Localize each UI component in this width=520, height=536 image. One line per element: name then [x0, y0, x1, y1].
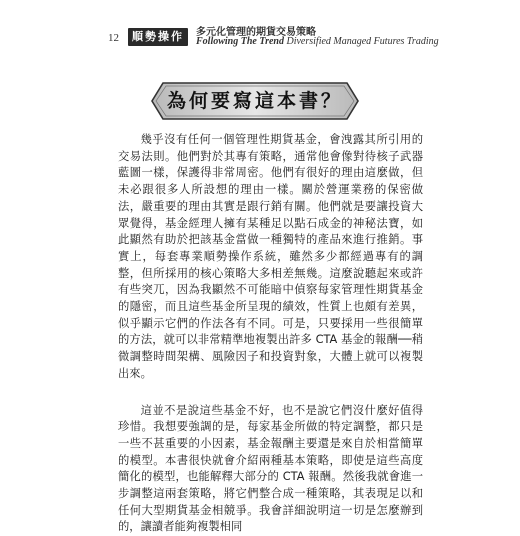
paragraph: 幾乎沒有任何一個管理性期貨基金，會洩露其所引用的交易法則。他們對於其專有策略，通常他會像對待核子武器藍圖一樣，保護得非常周密。他們有很好的理由這麼做，但未必跟很多人所設想的理由一樣。關於營運業務的保密做法，嚴重要的理由其實是跟行銷有關。他們就是要讓投資大眾覺得，基金經理人擁有某種足以點石成金的神秘法寶，如此顯然有助於把該基金當做一種獨特的產品來進行推銷。事實上，每套專業順勢操作系統，雖然多少都經過專有的調整，但所採用的核心策略大多相差無幾。這麼說聽起來或許有些突兀，因為我顯然不可能暗中偵察每家管理性期貨基金的隱密，而且這些基金所呈現的績效，性質上也頗有差異，似乎顯示它們的作法各有不同。可是，只要採用一些很簡單的方法，就可以非常精準地複製出許多 CTA 基金的報酬──稍微調整時間架構、風險因子和投資對象，大體上就可以複製出來。 [118, 133, 423, 380]
series-badge: 順勢操作 [128, 28, 188, 46]
section-title-banner [151, 82, 359, 120]
book-subtitle-zh: 多元化管理的期貨交易策略 [196, 27, 316, 38]
book-subtitle-en-bold: Following The Trend [196, 36, 284, 47]
page-number: 12 [108, 32, 119, 44]
running-header [0, 0, 520, 52]
book-subtitle-en-rest: Diversified Managed Futures Trading [286, 36, 439, 47]
paragraph: 這並不是說這些基金不好，也不是說它們沒什麼好值得珍惜。我想要強調的是，每家基金所做的特定調整，都只是一些不甚重要的小因素，基金報酬主要還是來自於相當簡單的模型。本書很快就會介紹兩種基本策略，即使是這些高度簡化的模型，也能解釋大部分的 CTA 報酬。然後我就會進一步調整這兩套策略，將它們整合成一種策略，其表現足以和任何大型期貨基金相競爭。我會詳細說明這一切是怎麼辦到的，讓讀者能夠複製相同 [118, 403, 423, 534]
section-title: 為何要寫這本書？ [166, 90, 343, 112]
body-text [118, 132, 423, 536]
book-subtitle-en [196, 36, 439, 47]
